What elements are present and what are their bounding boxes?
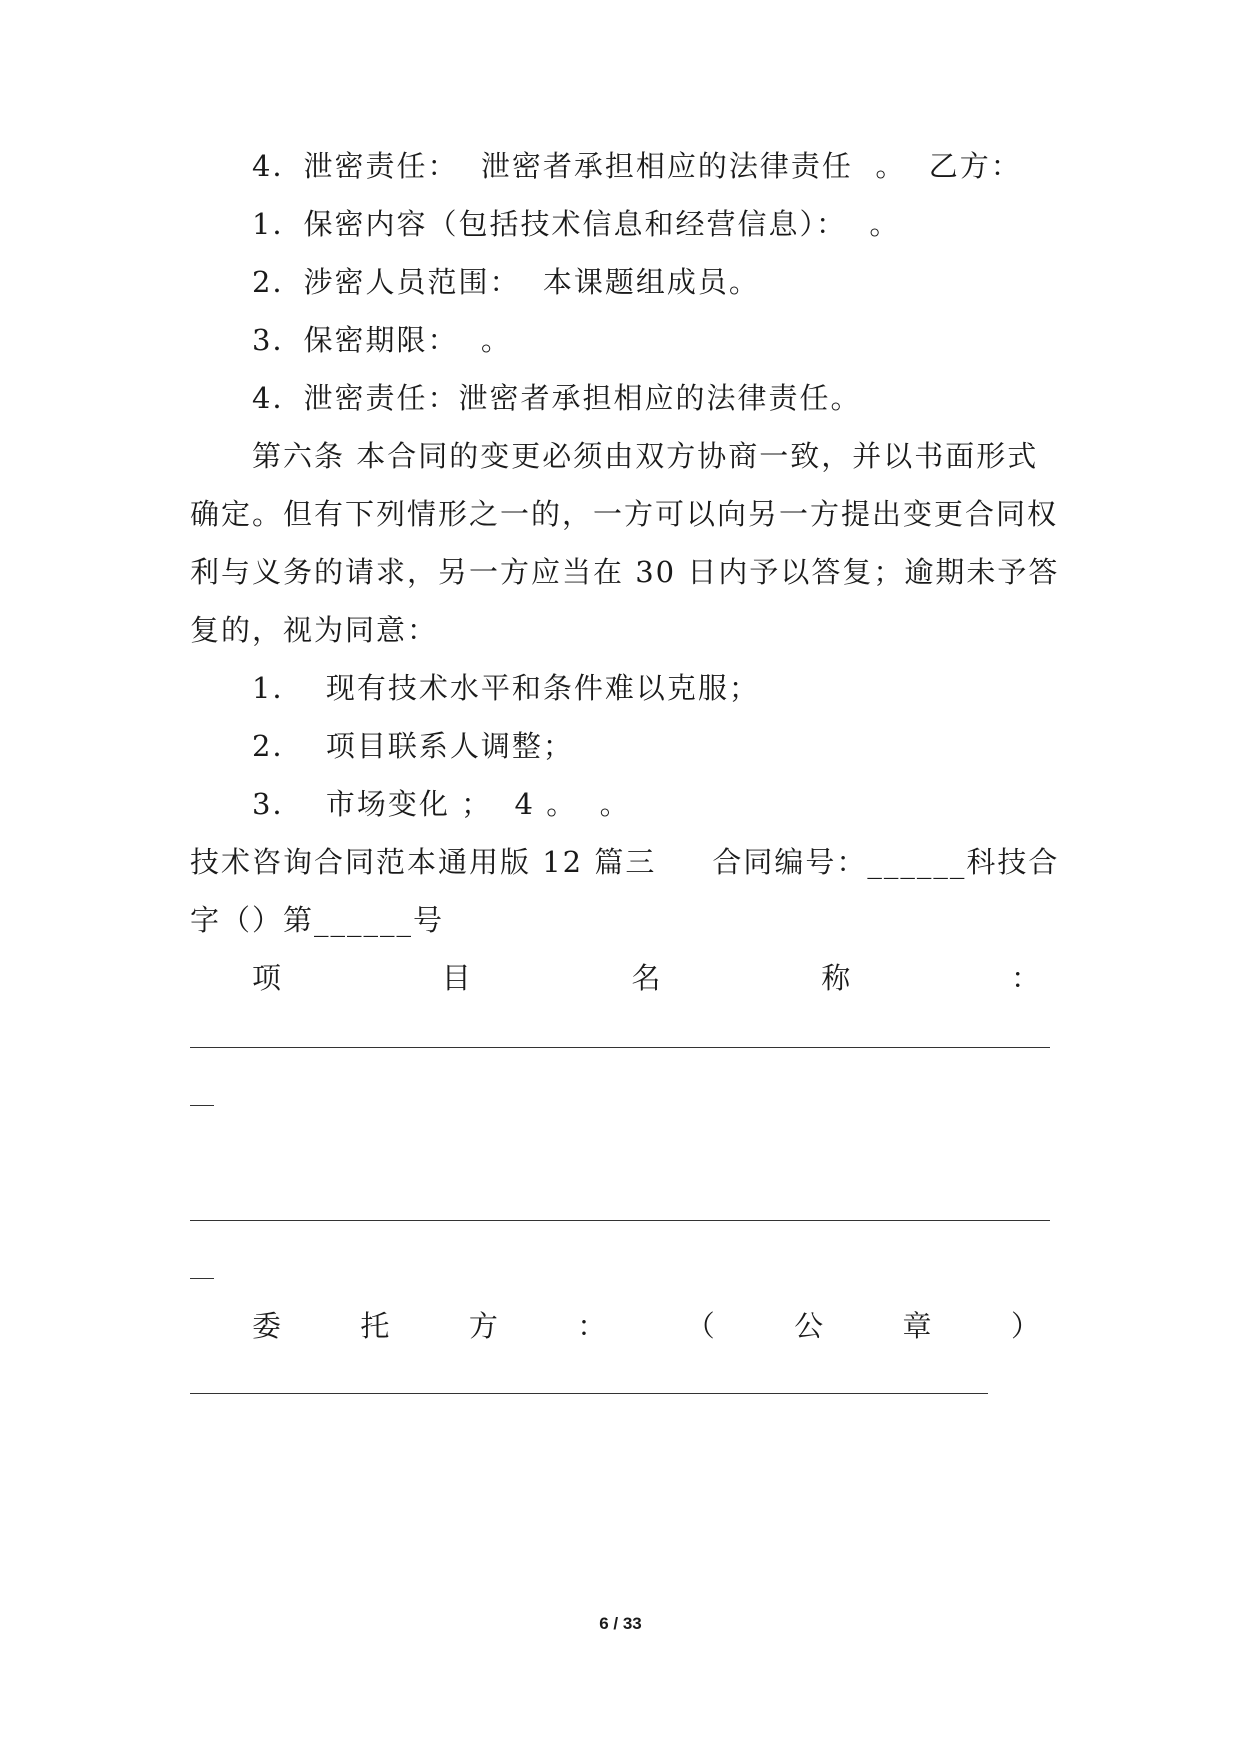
client-label-char: 委 <box>252 1309 284 1343</box>
client-label-char: 方 <box>468 1309 500 1343</box>
project-name-char: 名 <box>631 961 663 995</box>
clause-secret-period: 3．保密期限： 。 <box>252 323 512 357</box>
project-name-blank-line-2 <box>190 1220 1050 1221</box>
project-name-blank-stub <box>190 1105 214 1106</box>
project-name-blank-stub-2 <box>190 1278 214 1279</box>
client-blank-line <box>190 1393 988 1394</box>
project-name-char: 称 <box>821 961 853 995</box>
change-condition-3: 3． 市场变化 ； 4 。 。 <box>252 787 631 821</box>
article-six-line-4: 复的，视为同意： <box>190 613 439 647</box>
article-six-line-2: 确定。但有下列情形之一的，一方可以向另一方提出变更合同权 <box>190 497 1059 531</box>
client-label-char: 托 <box>360 1309 392 1343</box>
clause-leak-responsibility: 4．泄密责任：泄密者承担相应的法律责任。 <box>252 381 862 415</box>
client-label-char: 公 <box>794 1309 826 1343</box>
project-name-blank-line <box>190 1047 1050 1048</box>
client-label-char: ： <box>577 1309 609 1343</box>
client-label-char: 章 <box>902 1309 934 1343</box>
client-label-char: （ <box>685 1309 717 1343</box>
client-label-char: ） <box>1010 1309 1042 1343</box>
page-number: 6 / 33 <box>599 1614 642 1633</box>
project-name-char: 项 <box>252 961 284 995</box>
article-six-line-3: 利与义务的请求，另一方应当在 30 日内予以答复；逾期未予答 <box>190 555 1060 589</box>
project-name-char: ： <box>1010 961 1042 995</box>
client-seal-label <box>252 1308 1042 1344</box>
article-six-line-1: 第六条 本合同的变更必须由双方协商一致，并以书面形式 <box>252 439 1039 473</box>
change-condition-2: 2． 项目联系人调整； <box>252 729 574 763</box>
project-name-char: 目 <box>441 961 473 995</box>
clause-secret-content: 1．保密内容（包括技术信息和经营信息）： 。 <box>252 207 901 241</box>
change-condition-1: 1． 现有技术水平和条件难以克服； <box>252 671 760 705</box>
clause-leak-responsibility-party-a: 4．泄密责任： 泄密者承担相应的法律责任 。 乙方： <box>252 149 1022 183</box>
contract-title-line: 技术咨询合同范本通用版 12 篇三 合同编号：______科技合 <box>190 845 1060 879</box>
clause-personnel-scope: 2．涉密人员范围： 本课题组成员。 <box>252 265 760 299</box>
contract-number-line: 字（）第______号 <box>190 903 445 937</box>
project-name-label <box>252 960 1042 996</box>
